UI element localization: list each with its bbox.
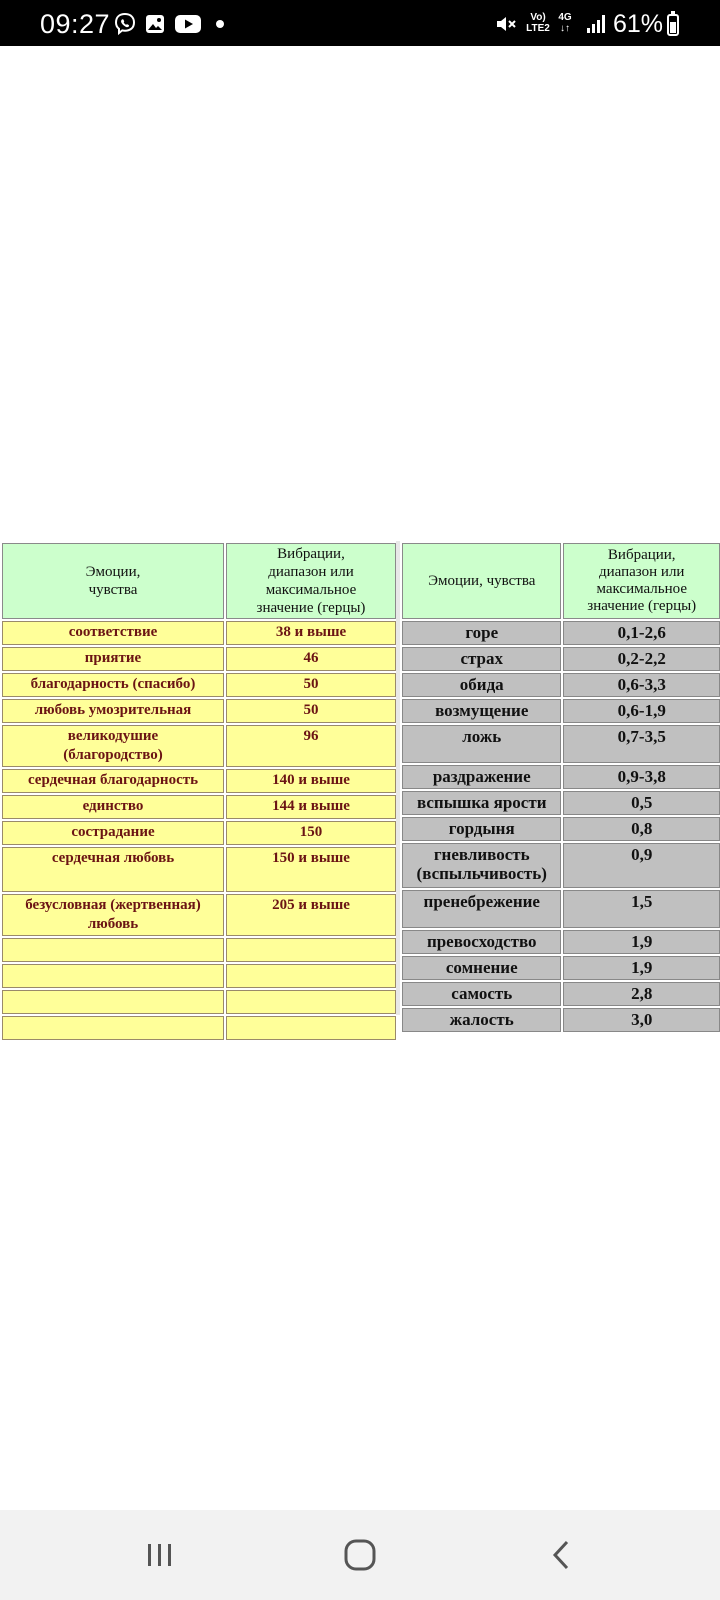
table-row <box>2 847 396 892</box>
vibration-cell: 50 <box>226 673 396 697</box>
emotion-cell <box>2 1016 224 1040</box>
vibration-cell <box>226 938 396 962</box>
network-bottom-text: LTE2 <box>526 23 550 34</box>
table-row <box>402 1008 720 1032</box>
vibration-cell: 0,2-2,2 <box>563 647 720 671</box>
vibration-cell: 0,9-3,8 <box>563 765 720 789</box>
vibration-cell <box>226 964 396 988</box>
table-header-row <box>2 543 396 619</box>
gallery-icon <box>143 12 167 36</box>
gen-bottom-text: ↓↑ <box>560 23 570 34</box>
emotion-cell: сердечная любовь <box>2 847 224 892</box>
table-row <box>402 843 720 888</box>
vibration-cell: 0,1-2,6 <box>563 621 720 645</box>
table-row <box>402 647 720 671</box>
table-row <box>402 817 720 841</box>
youtube-icon <box>174 12 202 36</box>
table-header-row <box>402 543 720 619</box>
table-row <box>2 621 396 645</box>
table-row <box>2 769 396 793</box>
vibration-cell: 150 и выше <box>226 847 396 892</box>
vibration-cell: 1,9 <box>563 956 720 980</box>
vibration-cell: 0,6-1,9 <box>563 699 720 723</box>
emotion-cell: любовь умозрительная <box>2 699 224 723</box>
vibration-cell: 205 и выше <box>226 894 396 936</box>
vibration-cell: 1,5 <box>563 890 720 928</box>
home-button[interactable] <box>340 1538 380 1572</box>
emotion-cell: благодарность (спасибо) <box>2 673 224 697</box>
mute-icon <box>494 12 518 36</box>
vibration-cell: 50 <box>226 699 396 723</box>
vibration-cell: 0,7-3,5 <box>563 725 720 763</box>
table-row <box>2 990 396 1014</box>
table-row <box>2 938 396 962</box>
vibration-cell: 0,6-3,3 <box>563 673 720 697</box>
vibration-cell: 0,9 <box>563 843 720 888</box>
battery-fill <box>670 22 676 33</box>
emotion-cell: возмущение <box>402 699 561 723</box>
header-emotion: Эмоции, чувства <box>2 543 224 619</box>
emotion-cell: безусловная (жертвенная) любовь <box>2 894 224 936</box>
emotion-cell: великодушие (благородство) <box>2 725 224 767</box>
table-row <box>402 930 720 954</box>
header-vibration: Вибрации, диапазон или максимальное значение (герцы) <box>563 543 720 619</box>
vibration-tables <box>0 541 720 1029</box>
vibration-cell: 96 <box>226 725 396 767</box>
vibration-cell <box>226 1016 396 1040</box>
emotion-cell: сострадание <box>2 821 224 845</box>
emotion-cell: гордыня <box>402 817 561 841</box>
emotion-cell <box>2 964 224 988</box>
gen-label <box>556 12 574 34</box>
vibration-cell: 150 <box>226 821 396 845</box>
status-bar <box>0 0 720 46</box>
recent-apps-button[interactable] <box>140 1538 180 1572</box>
emotion-cell: приятие <box>2 647 224 671</box>
table-row <box>402 890 720 928</box>
vibration-cell: 2,8 <box>563 982 720 1006</box>
table-row <box>2 821 396 845</box>
table-row <box>2 647 396 671</box>
emotion-cell: гневливость (вспыльчивость) <box>402 843 561 888</box>
table-row <box>2 964 396 988</box>
table-row <box>402 791 720 815</box>
vibration-cell: 46 <box>226 647 396 671</box>
signal-icon <box>584 12 608 36</box>
table-row <box>2 673 396 697</box>
emotion-cell <box>2 990 224 1014</box>
emotion-cell: ложь <box>402 725 561 763</box>
emotion-cell: страх <box>402 647 561 671</box>
emotion-cell: единство <box>2 795 224 819</box>
emotion-cell: сердечная благодарность <box>2 769 224 793</box>
table-row <box>402 982 720 1006</box>
table-row <box>2 894 396 936</box>
emotion-cell: сомнение <box>402 956 561 980</box>
battery-percent: 61% <box>613 10 664 38</box>
gen-top-text: 4G <box>558 12 572 23</box>
notification-dot <box>216 20 224 28</box>
emotion-cell: соответствие <box>2 621 224 645</box>
vibration-cell: 38 и выше <box>226 621 396 645</box>
table-row <box>402 725 720 763</box>
negative-emotions-table <box>400 541 720 1034</box>
emotion-cell: пренебрежение <box>402 890 561 928</box>
vibration-cell: 140 и выше <box>226 769 396 793</box>
vibration-cell <box>226 990 396 1014</box>
table-row <box>2 699 396 723</box>
emotion-cell: превосходство <box>402 930 561 954</box>
table-row <box>2 1016 396 1040</box>
vibration-cell: 1,9 <box>563 930 720 954</box>
positive-emotions-table <box>0 541 398 1042</box>
emotion-cell: вспышка ярости <box>402 791 561 815</box>
battery-icon <box>667 14 679 36</box>
header-vibration: Вибрации, диапазон или максимальное значение (герцы) <box>226 543 396 619</box>
vibration-cell: 0,8 <box>563 817 720 841</box>
emotion-cell: обида <box>402 673 561 697</box>
emotion-cell <box>2 938 224 962</box>
emotion-cell: раздражение <box>402 765 561 789</box>
vibration-cell: 144 и выше <box>226 795 396 819</box>
network-top-text: Vo) <box>530 12 546 23</box>
vibration-cell: 0,5 <box>563 791 720 815</box>
table-row <box>402 621 720 645</box>
emotion-cell: горе <box>402 621 561 645</box>
emotion-cell: самость <box>402 982 561 1006</box>
table-row <box>402 699 720 723</box>
back-button[interactable] <box>543 1538 583 1572</box>
table-row <box>2 795 396 819</box>
table-row <box>2 725 396 767</box>
status-time: 09:27 <box>40 9 111 39</box>
viber-icon <box>113 12 137 36</box>
navigation-bar <box>0 1510 720 1600</box>
table-row <box>402 673 720 697</box>
header-emotion: Эмоции, чувства <box>402 543 561 619</box>
emotion-cell: жалость <box>402 1008 561 1032</box>
table-row <box>402 956 720 980</box>
network-label <box>524 12 552 34</box>
table-row <box>402 765 720 789</box>
vibration-cell: 3,0 <box>563 1008 720 1032</box>
